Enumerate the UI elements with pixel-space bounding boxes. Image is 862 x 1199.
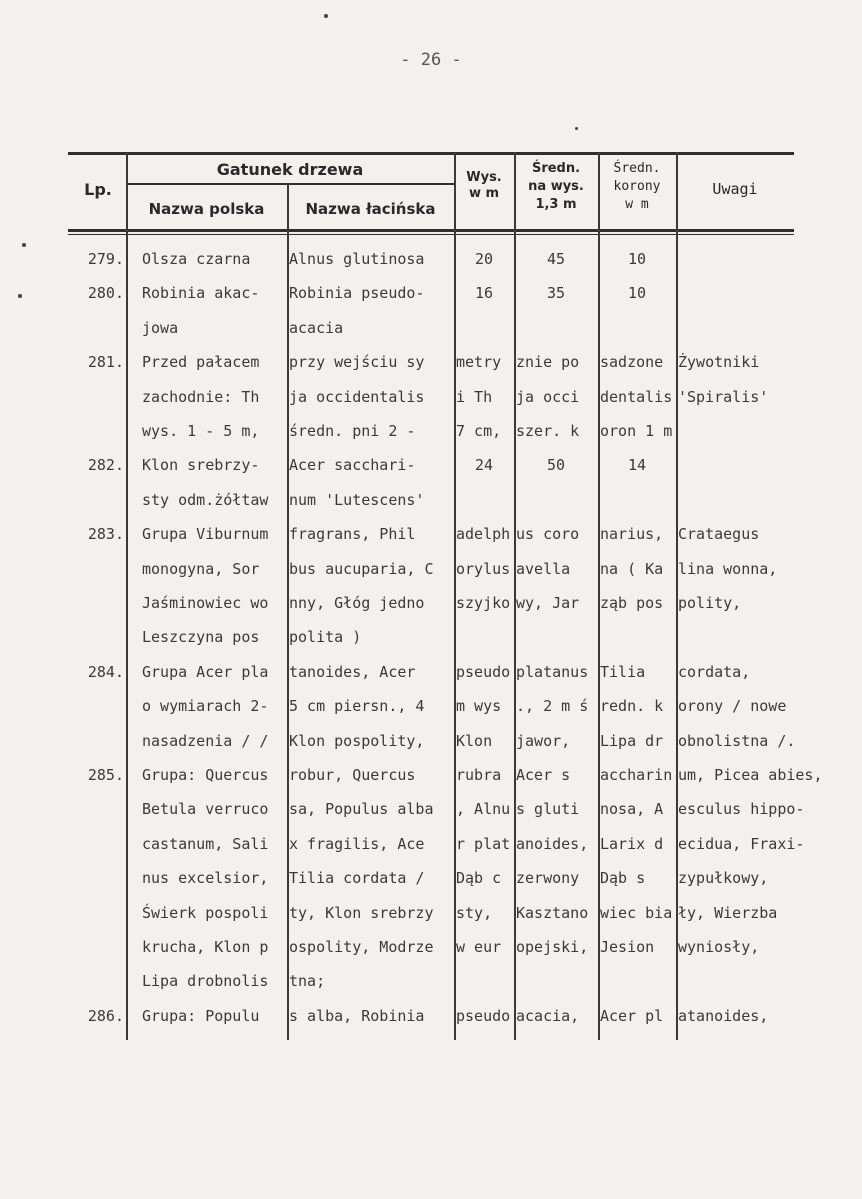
table-cell: zachodnie: Th (142, 387, 260, 406)
edge-mark (575, 127, 578, 130)
page-number: - 26 - (400, 50, 462, 70)
header-crown-line-2: korony (613, 179, 661, 194)
table-cell: 10 (627, 284, 647, 303)
table-cell: 'Spiralis' (678, 387, 769, 406)
table-cell: atanoides, (678, 1006, 769, 1025)
table-cell: 45 (546, 250, 566, 268)
header-latin-name: Nazwa łacińska (305, 200, 436, 218)
table-cell: Olsza czarna (142, 250, 251, 268)
table-cell: nny, Głóg jedno (289, 594, 425, 612)
header-species-group: Gatunek drzewa (216, 160, 364, 179)
table-cell: jawor, (516, 731, 571, 750)
table-cell: us coro (516, 525, 580, 544)
species-header-divider (126, 183, 454, 185)
table-cell: 24 (474, 456, 494, 475)
table-cell: Robinia akac- (142, 284, 260, 303)
header-height-line-2: w m (468, 186, 500, 201)
table-cell: Przed pałacem (142, 353, 260, 372)
table-cell: monogyna, Sor (142, 559, 260, 578)
table-cell: Jaśminowiec wo (142, 594, 269, 612)
row-number: 284. (87, 662, 124, 681)
table-cell: Jesion (600, 938, 655, 956)
table-cell: polity, (678, 594, 742, 612)
table-cell: znie po (516, 353, 580, 372)
edge-mark (324, 14, 328, 18)
table-cell: ty, Klon srebrzy (289, 903, 434, 922)
table-cell: ja occi (516, 387, 580, 406)
table-cell: fragrans, Phil (289, 525, 416, 544)
table-cell: ja occidentalis (289, 387, 425, 406)
table-cell: ., 2 m ś (516, 697, 589, 716)
header-bottom-border-2 (68, 234, 794, 235)
header-diameter-line-1: Średn. (531, 161, 581, 176)
table-cell: orylus (456, 559, 511, 578)
table-cell: obnolistna /. (678, 731, 796, 750)
table-cell: num 'Lutescens' (289, 490, 425, 509)
table-cell: acacia, (516, 1006, 580, 1025)
table-cell: opejski, (516, 938, 589, 956)
table-cell: wy, Jar (516, 594, 580, 612)
table-cell: Leszczyna pos (142, 628, 260, 647)
table-cell: um, Picea abies, (678, 766, 823, 784)
table-cell: Acer pl (600, 1006, 664, 1025)
table-cell: 5 cm piersn., 4 (289, 697, 425, 716)
table-cell: sty, (456, 903, 493, 922)
table-cell: orony / nowe (678, 697, 787, 716)
table-cell: x fragilis, Ace (289, 834, 425, 853)
table-cell: Kasztano (516, 903, 589, 922)
header-diameter (514, 160, 598, 214)
table-cell: jowa (142, 318, 179, 337)
table-cell: s alba, Robinia (289, 1006, 425, 1025)
table-cell: 35 (546, 284, 566, 303)
table-cell: tna; (289, 972, 326, 991)
table-cell: Świerk pospoli (142, 903, 269, 922)
table-cell: adelph (456, 525, 511, 544)
table-cell: Larix d (600, 834, 664, 853)
edge-mark (18, 294, 22, 298)
header-crown (598, 160, 676, 214)
table-cell: Acer sacchari- (289, 456, 416, 475)
table-cell: sa, Populus alba (289, 800, 434, 819)
table-cell: redn. k (600, 697, 664, 716)
header-height (454, 170, 514, 202)
table-cell: Grupa: Quercus (142, 766, 269, 784)
table-cell: sadzone (600, 353, 664, 372)
header-crown-line-1: Średn. (613, 161, 661, 176)
table-cell: 16 (474, 284, 494, 303)
table-cell: nus excelsior, (142, 869, 269, 888)
header-diameter-line-2: na wys. (528, 179, 584, 194)
table-cell: Klon srebrzy- (142, 456, 260, 475)
row-number: 283. (87, 525, 124, 544)
table-cell: Crataegus (678, 525, 760, 544)
header-crown-line-3: w m (625, 197, 649, 212)
table-cell: wiec bia (600, 903, 673, 922)
table-cell: accharin (600, 766, 673, 784)
table-cell: wys. 1 - 5 m, (142, 422, 260, 440)
table-cell: zypułkowy, (678, 869, 769, 888)
table-cell: Dąb c (456, 869, 502, 888)
table-cell: 14 (627, 456, 647, 475)
table-cell: anoides, (516, 834, 589, 853)
table-cell: Grupa Viburnum (142, 525, 269, 544)
table-cell: narius, (600, 525, 664, 544)
table-cell: cordata, (678, 662, 751, 681)
header-height-line-1: Wys. (466, 170, 502, 185)
table-cell: robur, Quercus (289, 766, 416, 784)
table-cell: s gluti (516, 800, 580, 819)
table-cell: Żywotniki (678, 353, 760, 372)
table-cell: rubra (456, 766, 502, 784)
table-cell: Alnus glutinosa (289, 250, 425, 268)
row-number: 286. (87, 1006, 124, 1025)
table-cell: polita ) (289, 628, 362, 647)
table-cell: Klon pospolity, (289, 731, 425, 750)
table-cell: ząb pos (600, 594, 664, 612)
table-cell: platanus (516, 662, 589, 681)
row-number: 285. (87, 766, 124, 784)
table-cell: , Alnu (456, 800, 511, 819)
table-cell: acacia (289, 318, 344, 337)
table-cell: 7 cm, (456, 422, 502, 440)
table-cell: przy wejściu sy (289, 353, 425, 372)
table-cell: Grupa: Populu (142, 1006, 260, 1025)
table-cell: 50 (546, 456, 566, 475)
header-diameter-line-3: 1,3 m (535, 197, 577, 212)
table-cell: metry (456, 353, 502, 372)
table-cell: nosa, A (600, 800, 664, 819)
table-cell: ospolity, Modrze (289, 938, 434, 956)
header-bottom-border (68, 229, 794, 232)
table-cell: m wys (456, 697, 502, 716)
table-cell: i Th (456, 387, 493, 406)
table-cell: Tilia (600, 662, 646, 681)
table-cell: Tilia cordata / (289, 869, 425, 888)
header-lp: Lp. (84, 180, 112, 199)
table-cell: krucha, Klon p (142, 938, 269, 956)
table-top-border (68, 152, 794, 155)
table-cell: bus aucuparia, C (289, 559, 434, 578)
row-number: 281. (87, 353, 124, 372)
table-cell: lina wonna, (678, 559, 778, 578)
table-cell: ły, Wierzba (678, 903, 778, 922)
header-polish-name: Nazwa polska (148, 200, 265, 218)
table-cell: Dąb s (600, 869, 646, 888)
table-cell: avella (516, 559, 571, 578)
table-cell: sty odm.żółtaw (142, 490, 269, 509)
header-remarks: Uwagi (712, 180, 758, 198)
table-cell: 20 (474, 250, 494, 268)
table-cell: castanum, Sali (142, 834, 269, 853)
table-cell: r plat (456, 834, 511, 853)
table-cell: zerwony (516, 869, 580, 888)
table-cell: pseudo (456, 662, 511, 681)
table-cell: 10 (627, 250, 647, 268)
table-cell: Lipa drobnolis (142, 972, 269, 991)
table-cell: szer. k (516, 422, 580, 440)
table-cell: nasadzenia / / (142, 731, 269, 750)
table-cell: pseudo (456, 1006, 511, 1025)
table-cell: dentalis (600, 387, 673, 406)
table-cell: Lipa dr (600, 731, 664, 750)
table-cell: ecidua, Fraxi- (678, 834, 805, 853)
row-number: 282. (87, 456, 124, 475)
table-cell: tanoides, Acer (289, 662, 416, 681)
table-cell: wyniosły, (678, 938, 760, 956)
row-number: 279. (87, 250, 124, 268)
table-cell: o wymiarach 2- (142, 697, 269, 716)
table-cell: w eur (456, 938, 502, 956)
table-cell: Klon (456, 731, 493, 750)
table-cell: Grupa Acer pla (142, 662, 269, 681)
table-cell: na ( Ka (600, 559, 664, 578)
table-cell: oron 1 m (600, 422, 673, 440)
row-number: 280. (87, 284, 124, 303)
table-cell: Robinia pseudo- (289, 284, 425, 303)
table-cell: esculus hippo- (678, 800, 805, 819)
table-cell: Betula verruco (142, 800, 269, 819)
edge-mark (22, 243, 26, 247)
table-cell: Acer s (516, 766, 571, 784)
table-cell: szyjko (456, 594, 511, 612)
table-cell: średn. pni 2 - (289, 422, 416, 440)
